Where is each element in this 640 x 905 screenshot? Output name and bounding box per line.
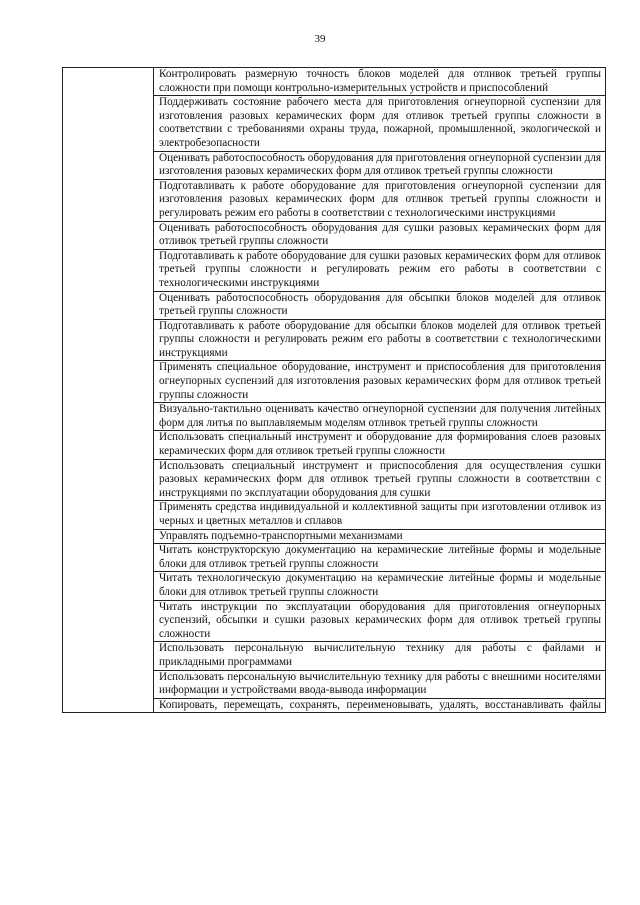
skills-table bbox=[62, 67, 606, 713]
page-number: 39 bbox=[314, 33, 326, 45]
skill-cell: Визуально-тактильно оценивать качество огнеупорной суспензии для получения литейных форм для литья по выплавляемым моделям отливок третьей группы сложности bbox=[154, 403, 606, 431]
skill-cell: Использовать специальный инструмент и оборудование для формирования слоев разовых керамических форм для отливок третьей группы сложности bbox=[154, 431, 606, 459]
skill-cell: Использовать персональную вычислительную технику для работы с внешними носителями информации и устройствами ввода-вывода информации bbox=[154, 670, 606, 698]
skill-cell: Оценивать работоспособность оборудования для приготовления огнеупорной суспензии для изготовления разовых керамических форм для отливок третьей группы сложности bbox=[154, 151, 606, 179]
skill-cell: Читать технологическую документацию на керамические литейные формы и модельные блоки для отливок третьей группы сложности bbox=[154, 572, 606, 600]
skills-table-body bbox=[63, 68, 606, 713]
skill-cell: Контролировать размерную точность блоков моделей для отливок третьей группы сложности при помощи контрольно-измерительных устройств и приспособлений bbox=[154, 68, 606, 96]
skill-cell: Оценивать работоспособность оборудования для обсыпки блоков моделей для отливок третьей группы сложности bbox=[154, 291, 606, 319]
skill-cell: Подготавливать к работе оборудование для сушки разовых керамических форм для отливок третьей группы сложности и регулировать режим его работы в соответствии с технологическими инструкциями bbox=[154, 249, 606, 291]
skill-cell: Применять средства индивидуальной и коллективной защиты при изготовлении отливок из черных и цветных металлов и сплавов bbox=[154, 501, 606, 529]
label-column-cell bbox=[63, 68, 154, 713]
skill-cell: Управлять подъемно-транспортными механизмами bbox=[154, 529, 606, 544]
skill-cell: Читать конструкторскую документацию на керамические литейные формы и модельные блоки для отливок третьей группы сложности bbox=[154, 544, 606, 572]
skill-cell: Использовать персональную вычислительную технику для работы с файлами и прикладными программами bbox=[154, 642, 606, 670]
table-row bbox=[63, 68, 606, 96]
skill-cell: Использовать специальный инструмент и приспособления для осуществления сушки разовых керамических форм для отливок третьей группы сложности в соответствии с инструкциями по эксплуатации оборудования для сушки bbox=[154, 459, 606, 501]
skill-cell: Поддерживать состояние рабочего места для приготовления огнеупорной суспензии для изготовления разовых керамических форм для отливок третьей группы сложности в соответствии с требованиями охраны труда, пожарной, промышленной, экологической и электробезопасности bbox=[154, 96, 606, 151]
skill-cell: Читать инструкции по эксплуатации оборудования для приготовления огнеупорных суспензий, обсыпки и сушки разовых керамических форм для отливок третьей группы сложности bbox=[154, 600, 606, 642]
skill-cell: Копировать, перемещать, сохранять, переименовывать, удалять, восстанавливать файлы bbox=[154, 698, 606, 713]
skill-cell: Подготавливать к работе оборудование для приготовления огнеупорной суспензии для изготовления разовых керамических форм для отливок третьей группы сложности и регулировать режим его работы в соответствии с технологическими инструкциями bbox=[154, 179, 606, 221]
skill-cell: Подготавливать к работе оборудование для обсыпки блоков моделей для отливок третьей группы сложности и регулировать режим его работы в соответствии с технологическими инструкциями bbox=[154, 319, 606, 361]
skill-cell: Оценивать работоспособность оборудования для сушки разовых керамических форм для отливок третьей группы сложности bbox=[154, 221, 606, 249]
skill-cell: Применять специальное оборудование, инструмент и приспособления для приготовления огнеупорных суспензий для изготовления разовых керамических форм для отливок третьей группы сложности bbox=[154, 361, 606, 403]
